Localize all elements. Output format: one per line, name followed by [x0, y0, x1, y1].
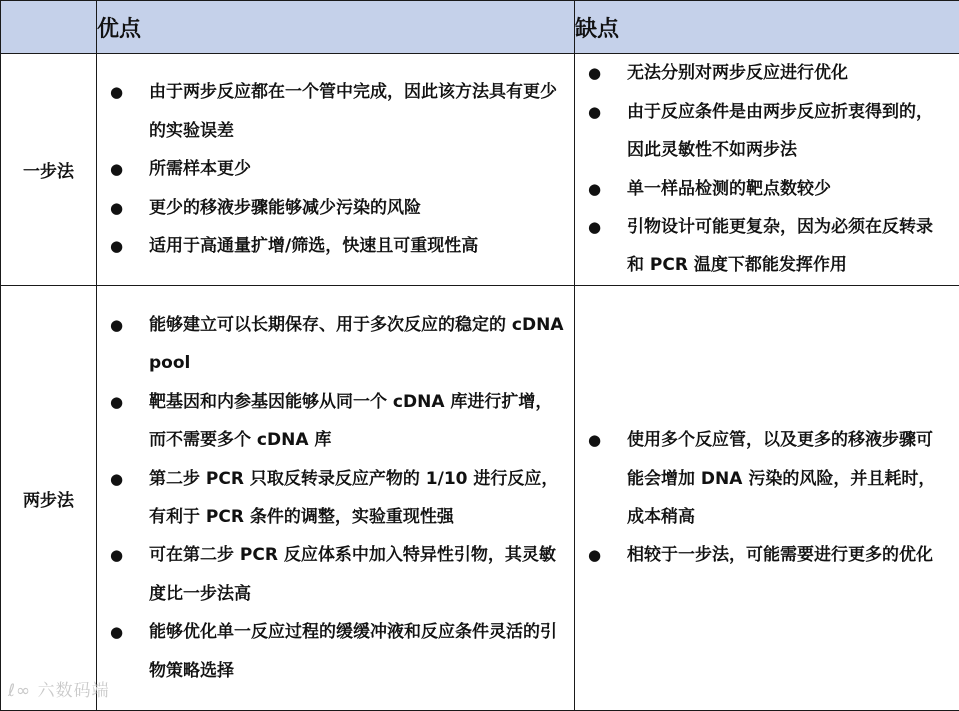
- list-item: ● 第二步 PCR 只取反转录反应产物的 1/10 进行反应，有利于 PCR 条件的调整，实验重现性强: [97, 460, 564, 537]
- list-item: ● 可在第二步 PCR 反应体系中加入特异性引物，其灵敏度比一步法高: [97, 536, 564, 613]
- row-label-two-step: 两步法: [1, 286, 97, 711]
- bullet-icon: ●: [588, 170, 601, 208]
- header-blank: [1, 1, 97, 54]
- one-step-disadvantages-list: [575, 54, 959, 284]
- bullet-icon: ●: [110, 306, 123, 344]
- list-item: ● 适用于高通量扩增/筛选，快速且可重现性高: [97, 227, 564, 265]
- bullet-icon: ●: [588, 536, 601, 574]
- two-step-advantages-list: [97, 306, 574, 690]
- bullet-icon: ●: [110, 536, 123, 574]
- row-label-one-step: 一步法: [1, 54, 97, 286]
- list-item: ● 所需样本更少: [97, 150, 564, 188]
- one-step-disadvantages-cell: [575, 54, 959, 286]
- bullet-icon: ●: [110, 613, 123, 651]
- header-advantages: 优点: [97, 1, 575, 54]
- list-item: ● 由于两步反应都在一个管中完成，因此该方法具有更少的实验误差: [97, 73, 564, 150]
- bullet-icon: ●: [110, 73, 123, 111]
- two-step-advantages-cell: [97, 286, 575, 711]
- bullet-icon: ●: [588, 54, 601, 92]
- list-item: ● 单一样品检测的靶点数较少: [575, 170, 949, 208]
- bullet-icon: ●: [588, 421, 601, 459]
- bullet-icon: ●: [110, 227, 123, 265]
- list-item: ● 更少的移液步骤能够减少污染的风险: [97, 189, 564, 227]
- bullet-icon: ●: [110, 460, 123, 498]
- list-item: ● 靶基因和内参基因能够从同一个 cDNA 库进行扩增，而不需要多个 cDNA 库: [97, 383, 564, 460]
- one-step-advantages-list: [97, 73, 574, 265]
- list-item: ● 使用多个反应管，以及更多的移液步骤可能会增加 DNA 污染的风险，并且耗时，成本稍高: [575, 421, 949, 536]
- one-step-advantages-cell: [97, 54, 575, 286]
- list-item: ● 由于反应条件是由两步反应折衷得到的，因此灵敏性不如两步法: [575, 93, 949, 170]
- header-disadvantages: 缺点: [575, 1, 959, 54]
- list-item: ● 能够建立可以长期保存、用于多次反应的稳定的 cDNApool: [97, 306, 564, 383]
- bullet-icon: ●: [110, 189, 123, 227]
- list-item: ● 无法分别对两步反应进行优化: [575, 54, 949, 92]
- list-item: ● 相较于一步法，可能需要进行更多的优化: [575, 536, 949, 574]
- watermark: ℓ∞ 六数码端: [8, 676, 110, 701]
- bullet-icon: ●: [110, 150, 123, 188]
- bullet-icon: ●: [588, 208, 601, 246]
- row-two-step: [1, 286, 959, 711]
- bullet-icon: ●: [110, 383, 123, 421]
- bullet-icon: ●: [588, 93, 601, 131]
- two-step-disadvantages-list: [575, 421, 959, 575]
- list-item: ● 能够优化单一反应过程的缓缓冲液和反应条件灵活的引物策略选择: [97, 613, 564, 690]
- two-step-disadvantages-cell: [575, 286, 959, 711]
- header-row: [1, 1, 959, 54]
- row-one-step: [1, 54, 959, 286]
- list-item: ● 引物设计可能更复杂，因为必须在反转录和 PCR 温度下都能发挥作用: [575, 208, 949, 285]
